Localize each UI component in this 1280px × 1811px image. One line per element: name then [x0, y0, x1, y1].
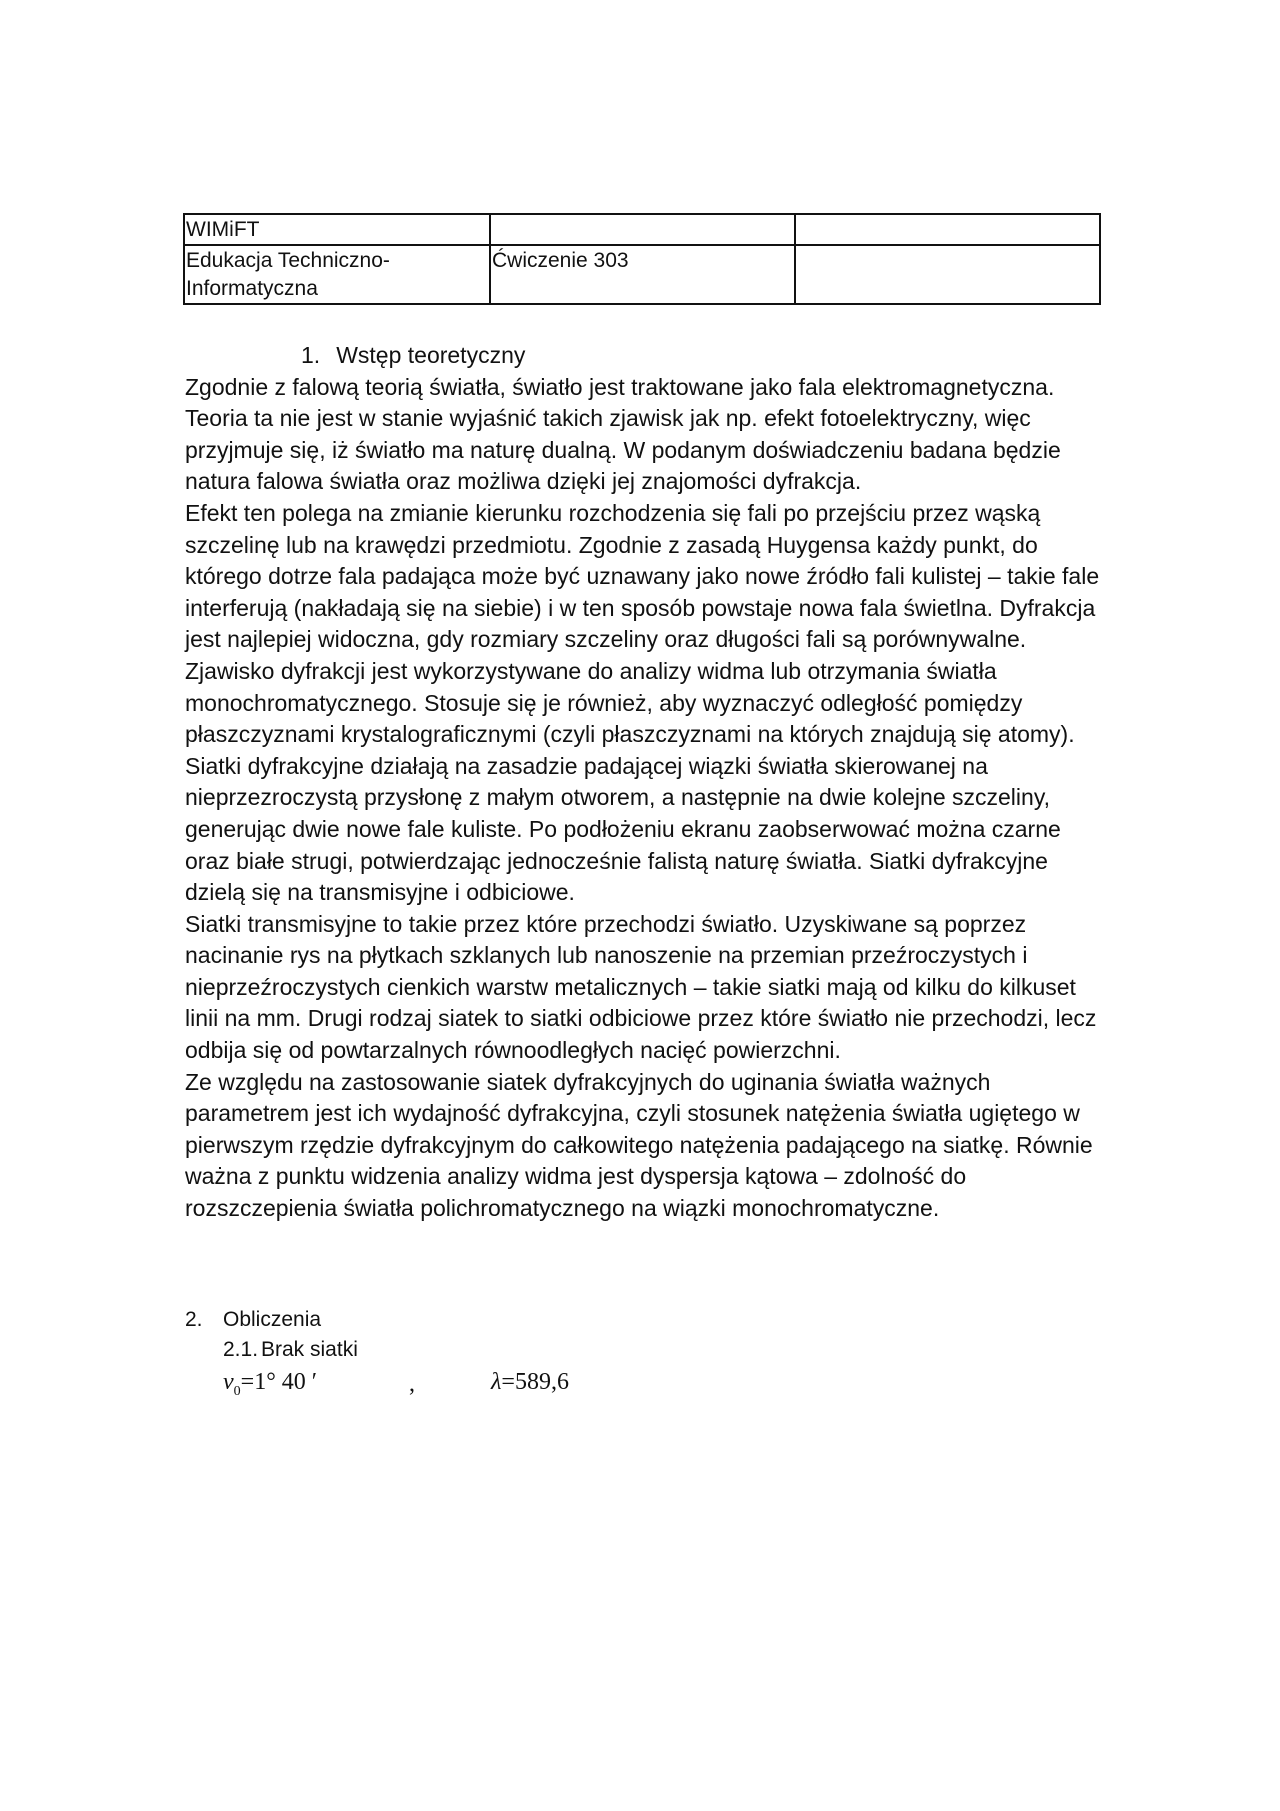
formula-value: =1° 40 ′ [240, 1369, 318, 1395]
formula-variable: λ [491, 1369, 502, 1395]
formula-value: =589,6 [501, 1369, 569, 1395]
subsection-title: Brak siatki [261, 1338, 358, 1361]
formula-variable: v [223, 1369, 234, 1395]
formula-wavelength [491, 1367, 569, 1397]
section-calculations [185, 1305, 1105, 1401]
section-introduction [185, 340, 1105, 1225]
header-row [184, 214, 1100, 245]
section-number: 1. [301, 342, 321, 368]
section-number: 2. [185, 1308, 203, 1331]
paragraph: Zgodnie z falową teorią światła, światło jest traktowane jako fala elektromagnetyczna. Teoria ta nie jest w stanie wyjaśnić takich zjawisk jak np. efekt fotoelektryczny, więc przyjmuje się, iż światło ma naturę dualną. W podanym doświadczeniu badana będzie natura falowa światła oraz możliwa dzięki jej znajomości dyfrakcja. [185, 373, 1061, 495]
field-of-study-line1: Edukacja Techniczno- [186, 249, 390, 272]
subsection-heading [223, 1335, 1105, 1365]
section-title: Obliczenia [223, 1308, 322, 1331]
field-of-study-line2: Informatyczna [186, 277, 318, 300]
paragraph: Siatki dyfrakcyjne działają na zasadzie padającej wiązki światła skierowanej na nieprzezroczystą przysłonę z małym otworem, a następnie na dwie kolejne szczeliny, generując dwie nowe fale kuliste. Po podłożeniu ekranu zaobserwować można czarne oraz białe strugi, potwierdzając jednocześnie falistą naturę światła. Siatki dyfrakcyjne dzielą się na transmisyjne i odbiciowe. [185, 752, 1061, 906]
formula-line [223, 1367, 1105, 1401]
section-heading [301, 340, 1105, 372]
section-heading [185, 1305, 1105, 1335]
paragraph: Siatki transmisyjne to takie przez które przechodzi światło. Uzyskiwane są poprzez nacinanie rys na płytkach szklanych lub nanoszenie na przemian przeźroczystych i nieprzeźroczystych cienkich warstw metalicznych – takie siatki mają od kilku do kilkuset linii na mm. Drugi rodzaj siatek to siatki odbiciowe przez które światło nie przechodzi, lecz odbija się od powtarzalnych równoodległych nacięć powierzchni. [185, 910, 1097, 1064]
header-cell-empty [490, 214, 795, 245]
header-cell-field-of-study [184, 245, 490, 304]
header-cell-empty [795, 245, 1100, 304]
header-cell-empty [795, 214, 1100, 245]
formula-subscript: 0 [233, 1383, 241, 1399]
section-title: Wstęp teoretyczny [336, 342, 526, 368]
paragraph: Efekt ten polega na zmianie kierunku rozchodzenia się fali po przejściu przez wąską szczelinę lub na krawędzi przedmiotu. Zgodnie z zasadą Huygensa każdy punkt, do którego dotrze fala padająca może być uznawany jako nowe źródło fali kulistej – takie fale interferują (nakładają się na siebie) i w ten sposób powstaje nowa fala świetlna. Dyfrakcja jest najlepiej widoczna, gdy rozmiary szczeliny oraz długości fali są porównywalne. Zjawisko dyfrakcji jest wykorzystywane do analizy widma lub otrzymania światła monochromatycznego. Stosuje się je również, aby wyznaczyć odległość pomiędzy płaszczyznami krystalograficznymi (czyli płaszczyznami na których znajdują się atomy). [185, 499, 1100, 748]
header-table [183, 213, 1101, 305]
header-row [184, 245, 1100, 304]
header-cell-exercise: Ćwiczenie 303 [490, 245, 795, 304]
subsection-number: 2.1. [223, 1338, 259, 1361]
paragraph: Ze względu na zastosowanie siatek dyfrakcyjnych do uginania światła ważnych parametrem jest ich wydajność dyfrakcyjna, czyli stosunek natężenia światła ugiętego w pierwszym rzędzie dyfrakcyjnym do całkowitego natężenia padającego na siatkę. Równie ważna z punktu widzenia analizy widma jest dyspersja kątowa – zdolność do rozszczepienia światła polichromatycznego na wiązki monochromatyczne. [185, 1068, 1093, 1222]
header-cell-department: WIMiFT [184, 214, 490, 245]
formula-separator: , [409, 1371, 415, 1397]
formula-angle [223, 1367, 317, 1407]
